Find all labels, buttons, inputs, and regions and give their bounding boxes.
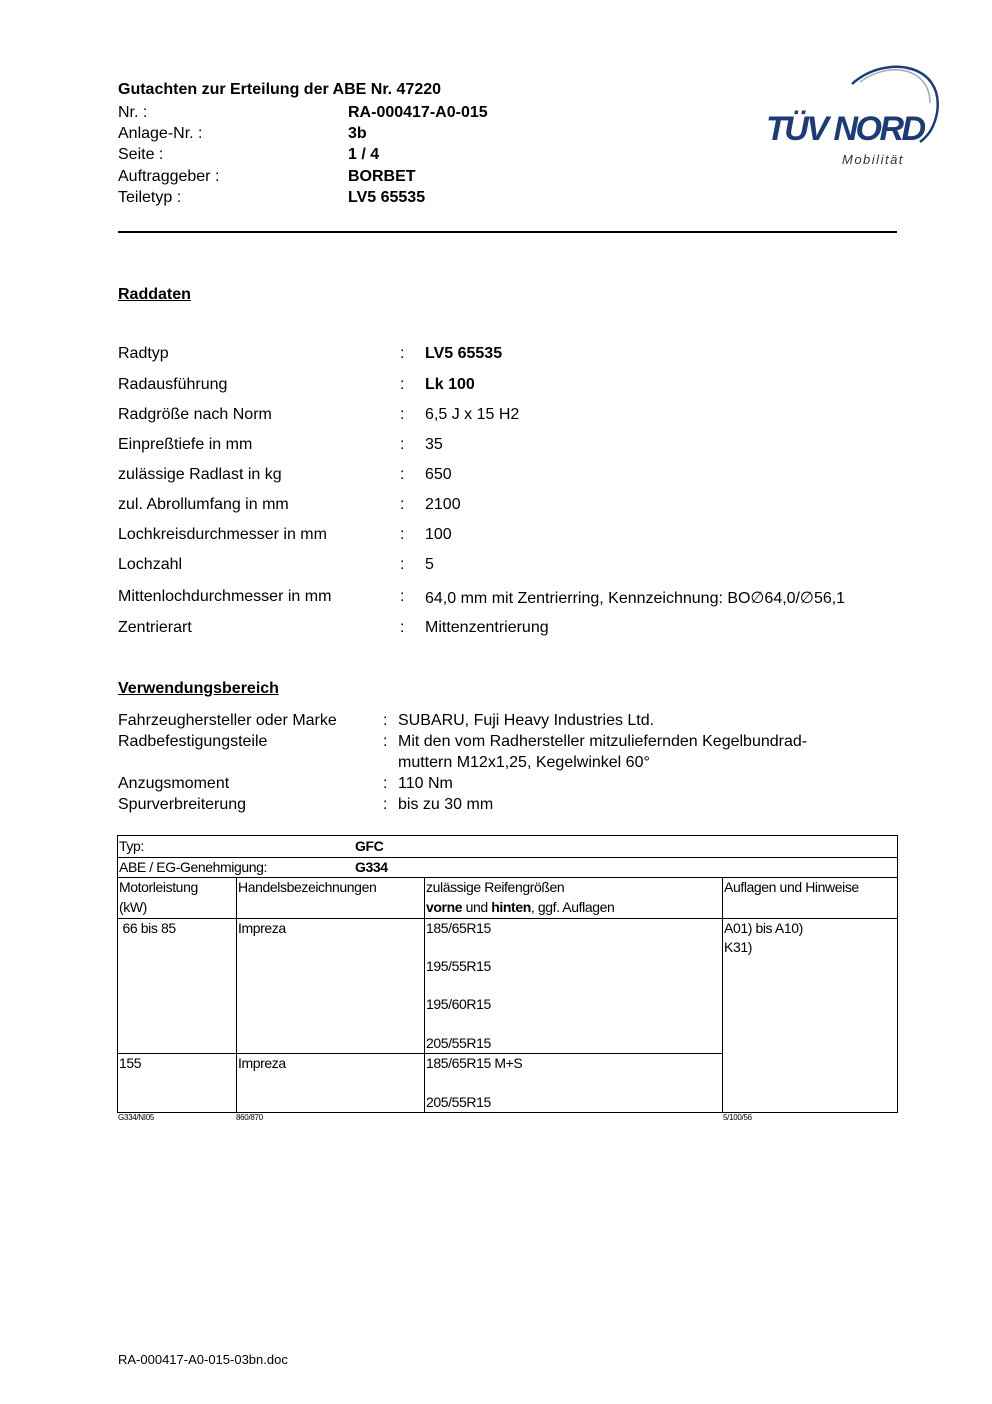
- raddaten-row: [118, 406, 918, 428]
- header-key: Teiletyp :: [118, 189, 182, 206]
- raddaten-value: 35: [425, 436, 443, 453]
- document-title: Gutachten zur Erteilung der ABE Nr. 47220: [118, 81, 442, 98]
- verwendung-key: Radbefestigungsteile: [118, 733, 268, 750]
- header-auflagen-suffix: , ggf. Auflagen: [530, 899, 615, 915]
- colon: :: [383, 796, 388, 813]
- colon: :: [400, 345, 405, 362]
- colon: :: [400, 496, 405, 513]
- raddaten-row: [118, 376, 918, 398]
- header-value: RA-000417-A0-015: [348, 104, 488, 121]
- svg-text:TÜV NORD: TÜV NORD: [766, 110, 924, 148]
- cell-power: 66 bis 85: [119, 920, 176, 936]
- table-rule: [118, 1053, 722, 1054]
- header-hinten: hinten: [491, 899, 531, 915]
- raddaten-value: 6,5 J x 15 H2: [425, 406, 520, 423]
- cell-name: Impreza: [238, 1055, 286, 1071]
- verwendung-value: SUBARU, Fuji Heavy Industries Ltd.: [398, 712, 655, 729]
- table-rule: [236, 877, 237, 1112]
- raddaten-key: Radausführung: [118, 376, 228, 393]
- header-value: 1 / 4: [348, 146, 380, 163]
- header-motorleistung: Motorleistung: [119, 879, 198, 895]
- colon: :: [400, 588, 405, 605]
- abe-value: G334: [355, 859, 388, 875]
- logo-subtitle: Mobilität: [842, 152, 904, 167]
- header-kw: (kW): [119, 899, 147, 915]
- header-auflagen-hinweise: Auflagen und Hinweise: [724, 879, 859, 895]
- approval-table: [117, 835, 898, 1113]
- raddaten-row: [118, 619, 918, 641]
- raddaten-key: zul. Abrollumfang in mm: [118, 496, 289, 513]
- cell-note: A01) bis A10): [724, 920, 803, 936]
- abe-label: ABE / EG-Genehmigung:: [119, 859, 268, 875]
- raddaten-key: zulässige Radlast in kg: [118, 466, 282, 483]
- raddaten-key: Zentrierart: [118, 619, 192, 636]
- raddaten-key: Lochzahl: [118, 556, 183, 573]
- colon: :: [383, 712, 388, 729]
- colon: :: [400, 526, 405, 543]
- cell-name: Impreza: [238, 920, 286, 936]
- raddaten-row: [118, 466, 918, 488]
- raddaten-row: [118, 556, 918, 578]
- raddaten-value: Lk 100: [425, 376, 475, 393]
- table-rule: [424, 877, 425, 1112]
- document-filename: RA-000417-A0-015-03bn.doc: [118, 1352, 288, 1367]
- header-value: BORBET: [348, 168, 416, 185]
- cell-tyre: 195/55R15: [426, 958, 491, 974]
- raddaten-value: LV5 65535: [425, 345, 503, 362]
- typ-label: Typ:: [119, 838, 144, 854]
- verwendung-key: Fahrzeughersteller oder Marke: [118, 712, 337, 729]
- colon: :: [383, 733, 388, 750]
- raddaten-row: [118, 588, 918, 610]
- raddaten-key: Radtyp: [118, 345, 169, 362]
- header-und: und: [462, 899, 492, 915]
- cell-tyre: 195/60R15: [426, 996, 491, 1012]
- header-vorne: vorne: [426, 899, 463, 915]
- colon: :: [400, 376, 405, 393]
- raddaten-value: Mittenzentrierung: [425, 619, 549, 636]
- raddaten-key: Mittenlochdurchmesser in mm: [118, 588, 332, 605]
- cell-tyre: 205/55R15: [426, 1035, 491, 1051]
- verwendung-value: muttern M12x1,25, Kegelwinkel 60°: [398, 754, 650, 771]
- colon: :: [400, 619, 405, 636]
- raddaten-row: [118, 496, 918, 518]
- table-rule: [722, 877, 723, 1112]
- header-reifengroessen: zulässige Reifengrößen: [426, 879, 565, 895]
- cell-power: 155: [119, 1055, 142, 1071]
- header-key: Nr. :: [118, 104, 148, 121]
- header-handelsbezeichnungen: Handelsbezeichnungen: [238, 879, 377, 895]
- header-value: 3b: [348, 125, 367, 142]
- header-value: LV5 65535: [348, 189, 426, 206]
- colon: :: [400, 406, 405, 423]
- colon: :: [400, 436, 405, 453]
- raddaten-value: 650: [425, 466, 452, 483]
- raddaten-row: [118, 526, 918, 548]
- colon: :: [400, 466, 405, 483]
- raddaten-key: Radgröße nach Norm: [118, 406, 272, 423]
- cell-tyre: 205/55R15: [426, 1094, 491, 1110]
- verwendung-value: Mit den vom Radhersteller mitzuliefernden Kegelbundrad-: [398, 733, 808, 750]
- colon: :: [400, 556, 405, 573]
- raddaten-key: Einpreßtiefe in mm: [118, 436, 253, 453]
- verwendung-value: 110 Nm: [398, 775, 453, 792]
- tuv-nord-logo: [760, 58, 940, 173]
- colon: :: [383, 775, 388, 792]
- raddaten-value: 64,0 mm mit Zentrierring, Kennzeichnung: BO∅64,0/∅56,1: [425, 590, 846, 607]
- header-key: Anlage-Nr. :: [118, 125, 203, 142]
- raddaten-row: [118, 436, 918, 458]
- verwendung-key: Spurverbreiterung: [118, 796, 247, 813]
- raddaten-value: 100: [425, 526, 452, 543]
- table-footer-code: 860/870: [236, 1113, 263, 1122]
- typ-value: GFC: [355, 838, 384, 854]
- cell-note: K31): [724, 939, 752, 955]
- table-footer-code: G334/NI05: [118, 1113, 154, 1122]
- header-key: Auftraggeber :: [118, 168, 220, 185]
- raddaten-heading: Raddaten: [118, 286, 191, 303]
- header-reifen-achsen: [426, 898, 614, 917]
- raddaten-value: 5: [425, 556, 434, 573]
- table-footer-code: 5/100/56: [723, 1113, 752, 1122]
- header-divider: [118, 231, 897, 233]
- verwendung-value: bis zu 30 mm: [398, 796, 494, 813]
- verwendungsbereich-heading: Verwendungsbereich: [118, 680, 279, 697]
- cell-tyre: 185/65R15 M+S: [426, 1055, 523, 1071]
- cell-tyre: 185/65R15: [426, 920, 491, 936]
- raddaten-row: [118, 345, 918, 367]
- raddaten-value: 2100: [425, 496, 461, 513]
- header-key: Seite :: [118, 146, 164, 163]
- verwendung-key: Anzugsmoment: [118, 775, 230, 792]
- raddaten-key: Lochkreisdurchmesser in mm: [118, 526, 327, 543]
